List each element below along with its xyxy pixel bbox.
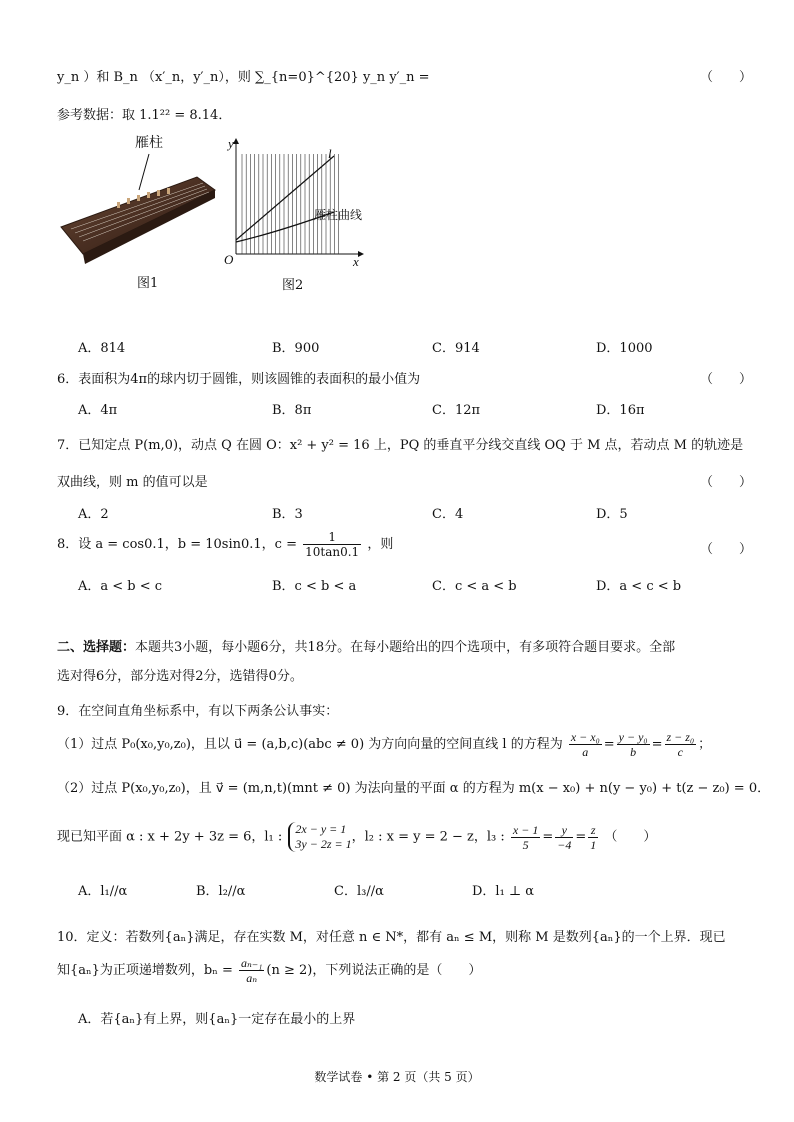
q7-option-c[interactable]: C．4 bbox=[432, 507, 464, 522]
q8-frac-den: 10tan0.1 bbox=[305, 545, 360, 559]
q9-stem: 9．在空间直角坐标系中，有以下两条公认事实： bbox=[57, 704, 339, 719]
q9-paren: （ ） bbox=[604, 829, 657, 845]
q8-option-a[interactable]: A．a < b < c bbox=[78, 579, 163, 594]
q7-option-a[interactable]: A．2 bbox=[78, 507, 109, 522]
fig1-label: 雁柱 bbox=[135, 135, 163, 151]
q10-stem-line2 bbox=[57, 956, 481, 985]
q9-sys-1: 2x − y = 1 bbox=[295, 822, 347, 836]
q8-option-d[interactable]: D．a < c < b bbox=[596, 579, 682, 594]
answer-paren: （ ） bbox=[700, 372, 753, 387]
answer-paren: （ ） bbox=[700, 542, 753, 557]
q6-option-c[interactable]: C．12π bbox=[432, 403, 481, 418]
q9-l3-frac1: $\frac{x - 1}{5}$ bbox=[512, 822, 539, 852]
q7-stem-line2: 双曲线，则 m 的值可以是 bbox=[57, 475, 208, 490]
curve-label: 雁柱曲线 bbox=[314, 208, 363, 222]
q10-stem-a: 知{aₙ}为正项递增数列，bₙ = bbox=[57, 963, 233, 978]
q10-option-a[interactable]: A．若{aₙ}有上界，则{aₙ}一定存在最小的上界 bbox=[78, 1012, 356, 1027]
guzheng-image bbox=[57, 132, 217, 277]
q10-b-fraction: $\frac{\text{aₙ₋₁}}{\text{aₙ}}$ bbox=[241, 956, 263, 985]
q9-l3-frac3: $\frac{z}{1}$ bbox=[590, 822, 597, 852]
figure-1 bbox=[57, 132, 217, 292]
q7-option-d[interactable]: D．5 bbox=[596, 507, 628, 522]
q5-option-a[interactable]: A．814 bbox=[78, 341, 126, 356]
reference-data: 参考数据：取 1.1²² = 8.14． bbox=[57, 108, 232, 123]
q9-sys-2: 3y − 2z = 1 bbox=[295, 837, 352, 851]
q6-stem: 6．表面积为4π的球内切于圆锥，则该圆锥的表面积的最小值为 bbox=[57, 372, 421, 387]
q9-given: 现已知平面 α : x + 2y + 3z = 6，l₁ : 2x − y = 1 3y − 2z = 1，l₂ : x = y = 2 − z，l₃ : $\frac{x - 1}{5}$ = $\frac{y}{-4}$ = $\frac{z}{1}$ （ ） bbox=[57, 822, 657, 852]
fig2-plot bbox=[218, 136, 368, 266]
q9-fact1: （1）过点 P₀(x₀,y₀,z₀)，且以 u⃗ = (a,b,c)(abc ≠ 0) 为方向向量的空间直线 l 的方程为 $\frac{\text{x − x₀}}{a}$ = $\frac{\text{y − y₀}}{b}$ = $\frac{\text{z − z₀}}{c}$ ； bbox=[57, 730, 712, 759]
prev-question-tail: y_n ）和 B_n （x′_n，y′_n），则 ∑_{n=0}^{20} y_n y′_n = bbox=[57, 70, 430, 85]
q9-option-d[interactable]: D．l₁ ⊥ α bbox=[472, 884, 535, 899]
fig2-caption: 图2 bbox=[282, 278, 304, 293]
page-footer: 数学试卷 • 第 2 页（共 5 页） bbox=[314, 1070, 480, 1084]
section2-line2: 选对得6分，部分选对得2分，选错得0分。 bbox=[57, 669, 303, 684]
q6-option-a[interactable]: A．4π bbox=[78, 403, 118, 418]
q8-option-c[interactable]: C．c < a < b bbox=[432, 579, 517, 594]
q9-given-b: ，l₂ : x = y = 2 − z，l₃ : bbox=[351, 829, 505, 845]
answer-paren: （ ） bbox=[700, 475, 753, 490]
q9-fact1-frac2: $\frac{\text{y − y₀}}{b}$ bbox=[618, 730, 648, 759]
q8-stem bbox=[57, 530, 393, 559]
q6-option-b[interactable]: B．8π bbox=[272, 403, 312, 418]
axis-x-label: x bbox=[353, 254, 359, 269]
q7-stem-line1: 7．已知定点 P(m,0)，动点 Q 在圆 O：x² + y² = 16 上，PQ 的垂直平分线交直线 OQ 于 M 点，若动点 M 的轨迹是 bbox=[57, 438, 744, 453]
section2-text: 本题共3小题，每小题6分，共18分。在每小题给出的四个选项中，有多项符合题目要求。全部 bbox=[135, 640, 676, 655]
q9-given-a: 现已知平面 α : x + 2y + 3z = 6，l₁ : bbox=[57, 829, 283, 845]
q8-option-b[interactable]: B．c < b < a bbox=[272, 579, 357, 594]
q8-frac-num: 1 bbox=[303, 530, 361, 545]
q9-fact1-frac3: $\frac{\text{z − z₀}}{c}$ bbox=[666, 730, 695, 759]
q5-option-c[interactable]: C．914 bbox=[432, 341, 480, 356]
q6-option-d[interactable]: D．16π bbox=[596, 403, 645, 418]
q8-fraction bbox=[303, 530, 361, 559]
q10-stem-b: (n ≥ 2)，下列说法正确的是（ ） bbox=[266, 963, 482, 978]
section2-heading: 二、选择题： bbox=[57, 640, 136, 655]
q9-l1-system bbox=[288, 822, 351, 852]
q9-option-a[interactable]: A．l₁//α bbox=[78, 884, 128, 899]
q9-fact1-frac1: $\frac{\text{x − x₀}}{a}$ bbox=[570, 730, 600, 759]
q5-option-d[interactable]: D．1000 bbox=[596, 341, 653, 356]
fig1-caption: 图1 bbox=[137, 276, 159, 291]
q8-stem-a: 8．设 a = cos0.1，b = 10sin0.1，c = bbox=[57, 537, 297, 552]
q9-option-b[interactable]: B．l₂//α bbox=[196, 884, 246, 899]
line-l-label: l bbox=[328, 146, 332, 161]
q10-stem-line1: 10．定义：若数列{aₙ}满足，存在实数 M，对任意 n ∈ N*，都有 aₙ ≤ M，则称 M 是数列{aₙ}的一个上界．现已 bbox=[57, 930, 726, 945]
q9-option-c[interactable]: C．l₃//α bbox=[334, 884, 384, 899]
q9-fact2: （2）过点 P(x₀,y₀,z₀)，且 v⃗ = (m,n,t)(mnt ≠ 0) 为法向量的平面 α 的方程为 m(x − x₀) + n(y − y₀) + t(z − z₀) = 0． bbox=[57, 781, 771, 796]
q7-option-b[interactable]: B．3 bbox=[272, 507, 303, 522]
q9-fact1-text: （1）过点 P₀(x₀,y₀,z₀)，且以 u⃗ = (a,b,c)(abc ≠ 0) 为方向向量的空间直线 l 的方程为 bbox=[57, 737, 563, 752]
q9-l3-frac2: $\frac{y}{-4}$ bbox=[557, 822, 572, 852]
q5-option-b[interactable]: B．900 bbox=[272, 341, 320, 356]
q8-stem-b: ，则 bbox=[367, 537, 394, 552]
origin-label: O bbox=[224, 252, 234, 267]
axis-y-label: y bbox=[228, 136, 234, 151]
answer-paren: （ ） bbox=[700, 70, 753, 85]
figure-2 bbox=[218, 136, 368, 296]
section2-line1 bbox=[57, 636, 675, 655]
